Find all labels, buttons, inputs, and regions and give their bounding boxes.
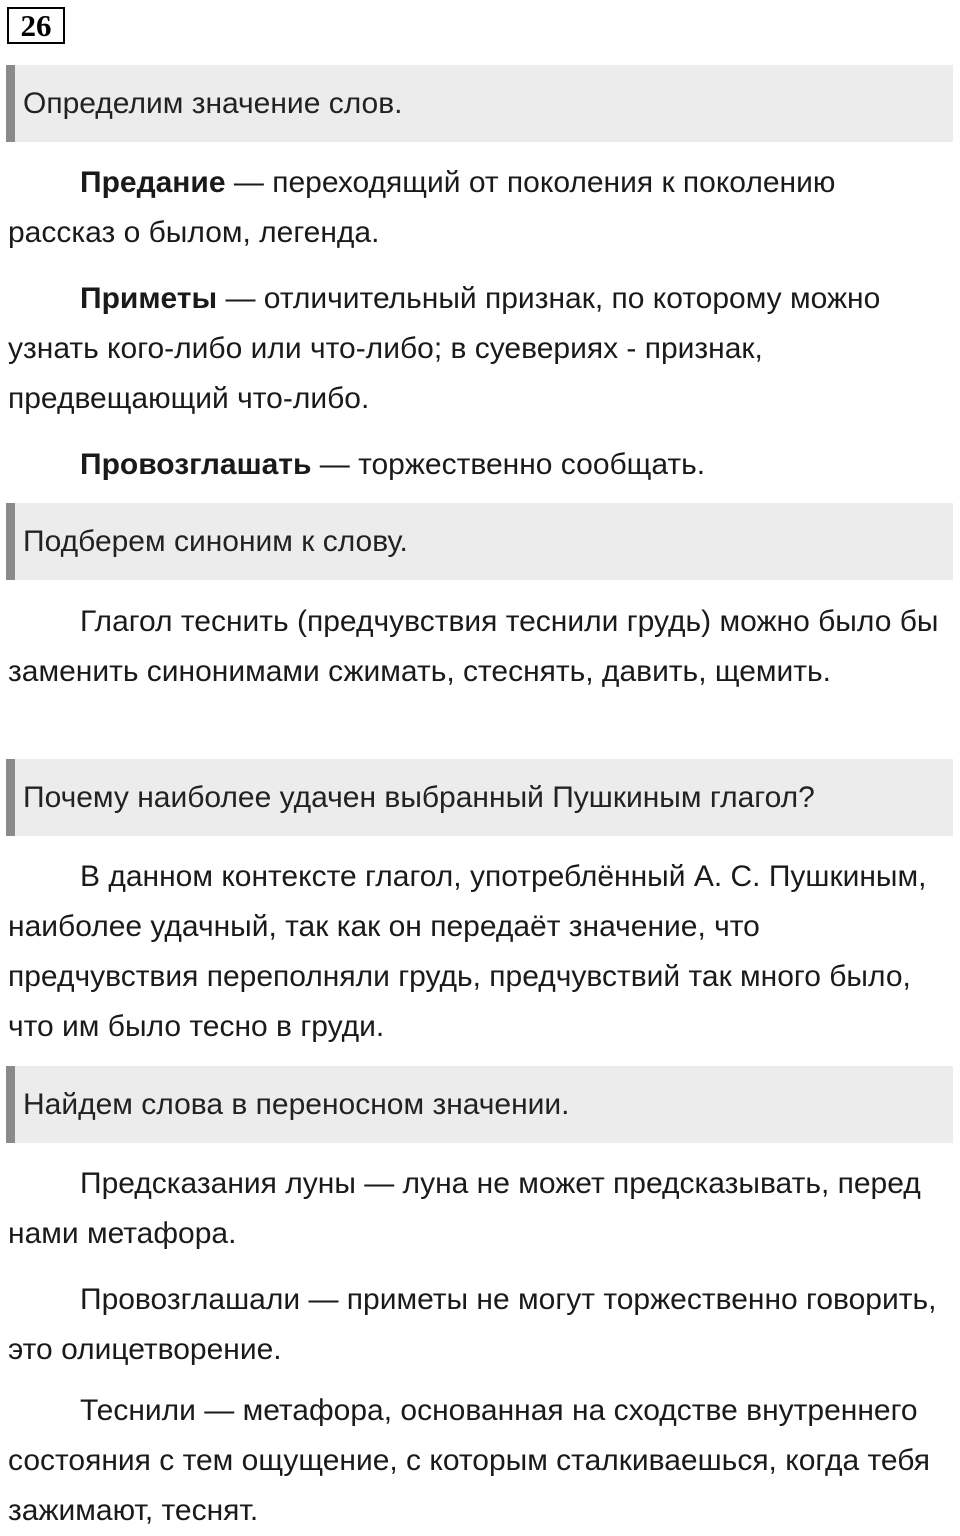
- definition-text: — торжественно сообщать.: [311, 448, 706, 481]
- paragraph-text: Глагол теснить (предчувствия теснили грудь) можно было бы заменить синонимами сжимать, стеснять, давить, щемить.: [8, 605, 939, 688]
- paragraph-text: Теснили — метафора, основанная на сходстве внутреннего состояния с тем ощущение, с которым сталкиваешься, когда тебя зажимают, теснят.: [8, 1394, 931, 1527]
- section-heading-synonym: Подберем синоним к слову.: [6, 503, 953, 580]
- definition-paragraph: [8, 274, 948, 424]
- synonym-paragraph: [8, 597, 948, 697]
- definition-paragraph: [8, 440, 948, 490]
- task-number-badge: 26: [7, 7, 65, 44]
- definition-term: Предание: [80, 166, 226, 199]
- paragraph-text: Предсказания луны — луна не может предсказывать, перед нами метафора.: [8, 1167, 921, 1250]
- section-heading-figurative: Найдем слова в переносном значении.: [6, 1066, 953, 1143]
- section-heading-why-verb: Почему наиболее удачен выбранный Пушкиным глагол?: [6, 759, 953, 836]
- paragraph-text: В данном контексте глагол, употреблённый А. С. Пушкиным, наиболее удачный, так как он передаёт значение, что предчувствия переполняли грудь, предчувствий так много было, что им было тесно в груди.: [8, 860, 927, 1043]
- section-heading-definitions: Определим значение слов.: [6, 65, 953, 142]
- figurative-paragraph: [8, 1159, 948, 1259]
- definition-term: Провозглашать: [80, 448, 312, 481]
- figurative-paragraph: [8, 1275, 948, 1375]
- paragraph-text: Провозглашали — приметы не могут торжественно говорить, это олицетворение.: [8, 1283, 937, 1366]
- figurative-paragraph: [8, 1386, 948, 1536]
- definition-term: Приметы: [80, 282, 218, 315]
- explanation-paragraph: [8, 852, 948, 1052]
- definition-text: — переходящий от поколения к поколению рассказ о былом, легенда.: [8, 166, 836, 249]
- definition-paragraph: [8, 158, 948, 258]
- definition-text: — отличительный признак, по которому можно узнать кого-либо или что-либо; в суевериях - признак, предвещающий что-либо.: [8, 282, 881, 415]
